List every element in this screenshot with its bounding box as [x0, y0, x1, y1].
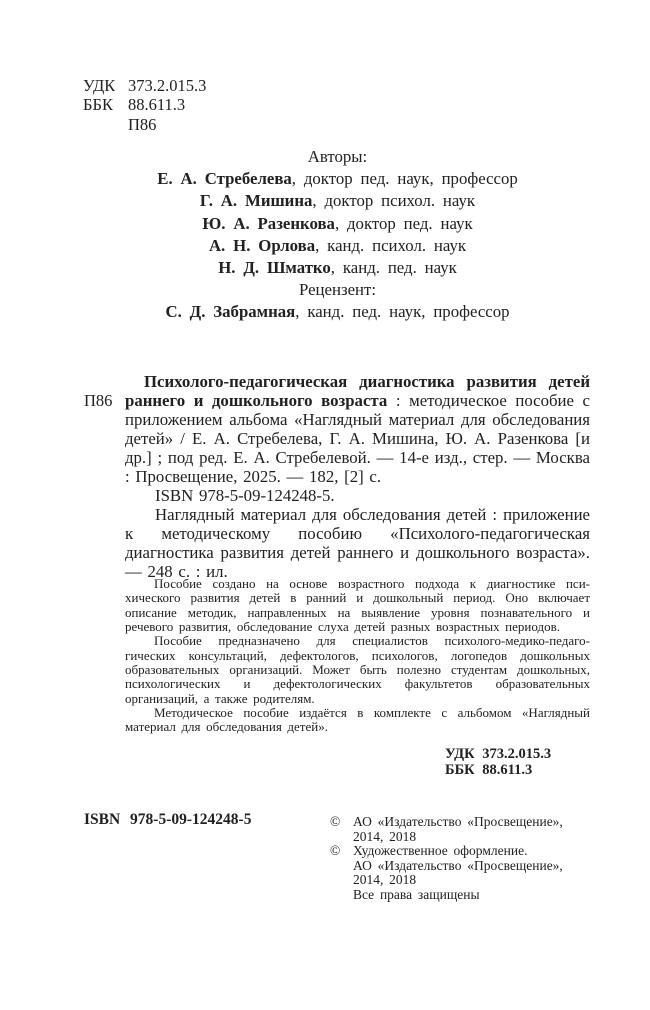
- reviewer-heading: Рецензент:: [298, 280, 377, 300]
- author-line: [85, 213, 590, 235]
- record-description: : методическое пособие с приложением альбома «Наглядный материал для обследования детей» / Е. А. Стребелева, Г. А. Мишина, Ю. А. Разенкова [и др.] ; под ред. Е. А. Стребелевой. — 14-е изд., стер. — Москва : Просвещение, 2025. — 182, [2] с.: [125, 391, 590, 486]
- authors-section: [85, 146, 590, 324]
- annotation-paragraph: Пособие предназначено для специалистов психолого-медико-педагогических консультаций, дефектологов, психологов, логопедов дошкольных образовательных организаций. Может быть полезно студентам дошкольных, психологических и дефектологических факультетов образовательных организаций, а также родителям.: [125, 633, 590, 706]
- annotation-block: [125, 577, 590, 735]
- copyright-entry: [330, 844, 592, 902]
- bottom-isbn: ISBN 978-5-09-124248-5: [84, 811, 252, 828]
- author-name: Н. Д. Шматко: [218, 258, 331, 278]
- catalog-record: [125, 372, 590, 581]
- author-role: , канд. психол. наук: [315, 235, 467, 255]
- reviewer-line: [85, 301, 590, 323]
- bbk-value: 88.611.3: [128, 95, 186, 115]
- author-line: [85, 168, 590, 190]
- copyright-line: 2014, 2018: [353, 872, 417, 888]
- bbk-code-row: [83, 95, 206, 114]
- author-name: А. Н. Орлова: [208, 235, 316, 255]
- record-album-paragraph: Наглядный материал для обследования детей : приложение к методическому пособию «Психолого-педагогическая диагностика развития детей раннего и дошкольного возраста». — 248 с. : ил.: [125, 505, 590, 581]
- record-isbn-line: ISBN 978-5-09-124248-5.: [155, 486, 335, 505]
- copyright-line: Все права защищены: [353, 886, 480, 902]
- author-role: , доктор психол. наук: [312, 191, 476, 211]
- author-name: Г. А. Мишина: [199, 191, 313, 211]
- author-sign: П86: [84, 391, 113, 410]
- annotation-paragraph: Пособие создано на основе возрастного подхода к диагностике психического развития детей в ранний и дошкольный период. Оно включает описание методик, направленных на выявление уровня познавательного и речевого развития, обследование слуха детей разных возрастных периодов.: [125, 576, 590, 635]
- udk-footer: [445, 747, 551, 778]
- author-sign-top: П86: [128, 114, 157, 134]
- bbk-label: ББК: [83, 95, 113, 115]
- author-sign-row: [83, 115, 206, 134]
- copyright-line: Художественное оформление.: [353, 843, 528, 859]
- reviewer-name: С. Д. Забрамная: [165, 302, 296, 322]
- author-role: , доктор пед. наук: [334, 213, 473, 233]
- copyright-entry: [330, 815, 592, 844]
- udk-code-row: [83, 76, 206, 95]
- author-line: [85, 190, 590, 212]
- copyright-block: [330, 815, 592, 903]
- copyright-line: АО «Издательство «Просвещение»,: [353, 814, 563, 829]
- reviewer-role: , канд. пед. наук, профессор: [295, 302, 510, 322]
- copyright-symbol: ©: [330, 843, 341, 859]
- udk-value: 373.2.015.3: [128, 76, 207, 95]
- author-role: , доктор пед. наук, профессор: [291, 169, 518, 189]
- classification-block: [83, 76, 206, 134]
- copyright-line: 2014, 2018: [353, 828, 417, 844]
- udk-footer-line: УДК 373.2.015.3: [445, 746, 552, 762]
- bbk-footer-line: ББК 88.611.3: [445, 761, 533, 778]
- record-title: Психолого-педагогическая диагностика развития детей раннего и дошкольного возраста: [125, 372, 590, 410]
- copyright-line: АО «Издательство «Просвещение»,: [353, 857, 563, 873]
- annotation-paragraph: Методическое пособие издаётся в комплекте с альбомом «Наглядный материал для обследования детей».: [125, 705, 590, 735]
- author-name: Ю. А. Разенкова: [202, 213, 335, 233]
- authors-heading: Авторы:: [307, 147, 368, 166]
- author-line: [85, 257, 590, 279]
- author-name: Е. А. Стребелева: [157, 169, 292, 189]
- udk-label: УДК: [83, 76, 116, 95]
- author-line: [85, 235, 590, 257]
- author-role: , канд. пед. наук: [330, 258, 457, 278]
- copyright-symbol: ©: [330, 814, 341, 829]
- record-main-paragraph: [125, 372, 590, 486]
